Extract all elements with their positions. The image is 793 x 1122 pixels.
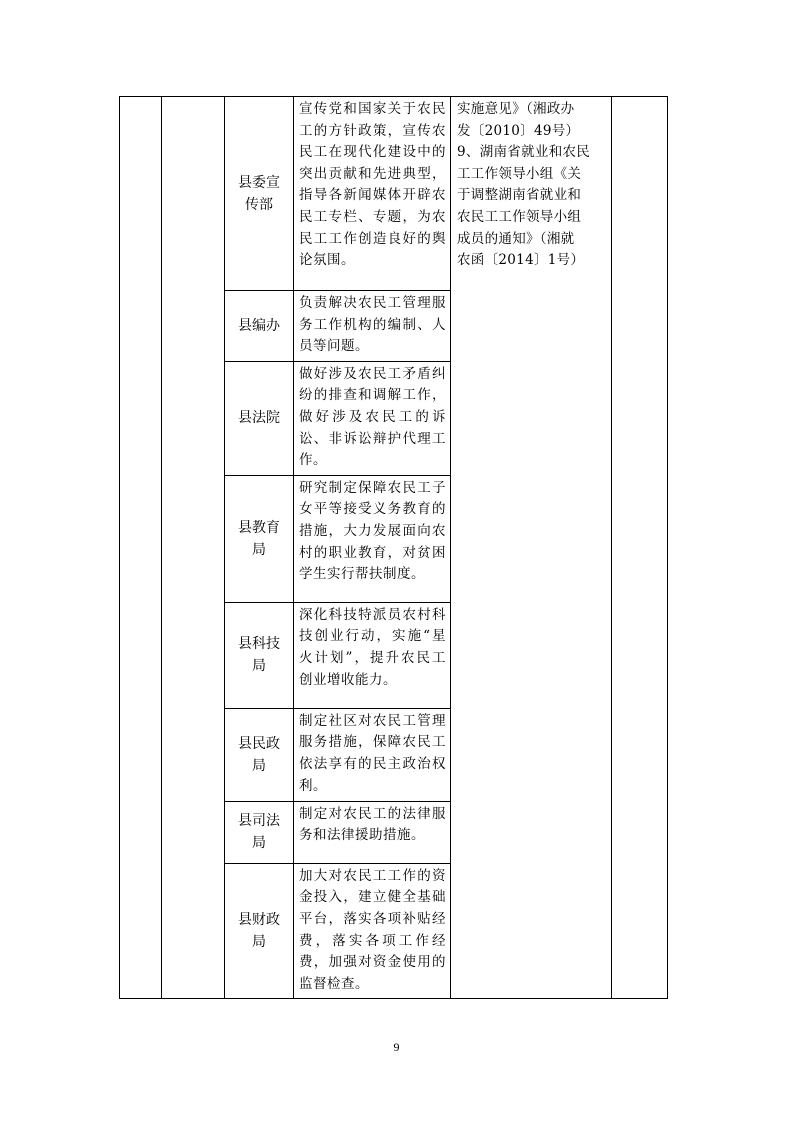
dept-name-cell [225, 475, 294, 602]
policy-basis-line: 于调整湖南省就业和 [457, 187, 582, 204]
policy-basis-line: 工工作领导小组《关 [457, 165, 582, 182]
dept-name-line: 局 [252, 757, 266, 774]
dept-duty-cell: 负责解决农民工管理服务工作机构的编制、人员等问题。 [294, 291, 451, 362]
dept-name-line: 县法院 [238, 410, 280, 427]
dept-name-line: 县科技 [238, 636, 280, 653]
dept-duty-cell: 宣传党和国家关于农民工的方针政策，宣传农民工在现代化建设中的突出贡献和先进典型，指导各新闻媒体开辟农民工专栏、专题，为农民工工作创造良好的舆论氛围。 [294, 97, 451, 291]
table-row [120, 97, 668, 291]
dept-name-line: 局 [252, 835, 266, 852]
dept-name-cell [225, 801, 294, 863]
responsibility-table [119, 96, 668, 999]
dept-name-line: 县民政 [238, 735, 280, 752]
dept-name-line: 县编办 [238, 317, 280, 334]
dept-name-line: 传部 [245, 196, 273, 213]
dept-duty-cell: 制定社区对农民工管理服务措施，保障农民工依法享有的民主政治权利。 [294, 708, 451, 801]
policy-basis-line: 9、湖南省就业和农民 [457, 144, 591, 161]
dept-name-line: 局 [252, 658, 266, 675]
dept-name-line: 县教育 [238, 519, 280, 536]
dept-duty-cell: 做好涉及农民工矛盾纠纷的排查和调解工作，做好涉及农民工的诉讼、非诉讼辩护代理工作。 [294, 361, 451, 475]
policy-basis-cell [451, 97, 612, 999]
policy-basis-line: 农民工工作领导小组 [457, 208, 582, 225]
empty-cell-col1 [120, 97, 162, 999]
dept-name-cell [225, 863, 294, 999]
dept-name-line: 县委宣 [238, 174, 280, 191]
dept-duty-cell: 加大对农民工工作的资金投入，建立健全基础平台，落实各项补贴经费，落实各项工作经费，加强对资金使用的监督检查。 [294, 863, 451, 999]
dept-name-cell [225, 708, 294, 801]
empty-cell-col6 [612, 97, 668, 999]
policy-basis-line: 成员的通知》（湘就 [457, 230, 575, 247]
dept-duty-cell: 研究制定保障农民工子女平等接受义务教育的措施，大力发展面向农村的职业教育，对贫困学生实行帮扶制度。 [294, 475, 451, 602]
dept-duty-cell: 制定对农民工的法律服务和法律援助措施。 [294, 801, 451, 863]
dept-name-cell [225, 602, 294, 708]
dept-name-line: 局 [252, 934, 266, 951]
empty-cell-col2 [162, 97, 225, 999]
dept-name-cell [225, 361, 294, 475]
dept-duty-cell: 深化科技特派员农村科技创业行动，实施“星火计划”，提升农民工创业增收能力。 [294, 602, 451, 708]
dept-name-cell [225, 97, 294, 291]
policy-basis-line: 农函〔2014〕1号） [457, 252, 585, 269]
dept-name-line: 县司法 [238, 813, 280, 830]
dept-name-cell [225, 291, 294, 362]
page-number: 9 [393, 1040, 400, 1054]
dept-name-line: 县财政 [238, 912, 280, 929]
policy-basis-line: 发〔2010〕49号） [457, 122, 580, 139]
dept-name-line: 局 [252, 541, 266, 558]
policy-basis-line: 实施意见》（湘政办 [457, 101, 575, 117]
